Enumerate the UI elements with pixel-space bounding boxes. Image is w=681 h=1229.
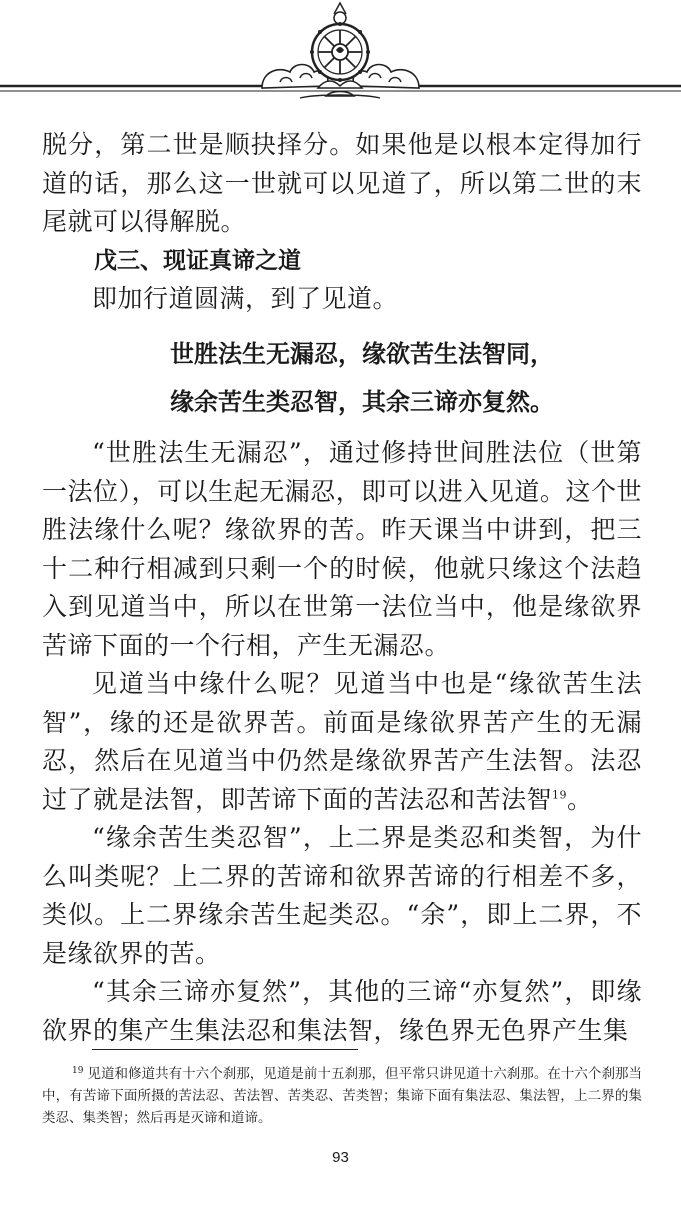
paragraph — [42, 665, 642, 819]
paragraph-text: 见道当中缘什么呢？见道当中也是“缘欲苦生法智”，缘的还是欲界苦。前面是缘欲界苦产生的无漏忍，然后在见道当中仍然是缘欲界苦产生法智。法忍过了就是法智，即苦谛下面的苦法忍和苦法智 — [42, 669, 642, 814]
section-heading: 戊三、现证真谛之道 — [94, 247, 301, 274]
footnote-text: 见道和修道共有十六个刹那，见道是前十五刹那，但平常只讲见道十六刹那。在十六个刹那当中，有苦谛下面所摄的苦法忍、苦法智、苦类忍、苦类智；集谛下面有集法忍、集法智，上二界的集类忍、集类智；然后再是灭谛和道谛。 — [42, 1066, 642, 1126]
paragraph: 即加行道圆满，到了见道。 — [92, 283, 399, 313]
paragraph: “缘余苦生类忍智”，上二界是类忍和类智，为什么叫类呢？上二界的苦谛和欲界苦谛的行相差不多，类似。上二界缘余苦生起类忍。“余”，即上二界，不是缘欲界的苦。 — [42, 823, 642, 968]
paragraph: “其余三谛亦复然”，其他的三谛“亦复然”，即缘欲界的集产生集法忍和集法智，缘色界无色界产生集 — [42, 977, 642, 1045]
verse-line: 缘余苦生类忍智，其余三谛亦复然。 — [170, 388, 554, 416]
paragraph: “世胜法生无漏忍”，通过修持世间胜法位（世第一法位），可以生起无漏忍，即可以进入见道。这个世胜法缘什么呢？缘欲界的苦。昨天课当中讲到，把三十二种行相减到只剩一个的时候，他就只缘这个法趋入到见道当中，所以在世第一法位当中，他是缘欲界苦谛下面的一个行相，产生无漏忍。 — [42, 438, 642, 660]
paragraph-text: 。 — [567, 784, 593, 814]
verse-block — [42, 330, 642, 426]
footnote-divider — [92, 1049, 358, 1050]
paragraph: 脱分，第二世是顺抉择分。如果他是以根本定得加行道的话，那么这一世就可以见道了，所以第二世的末尾就可以得解脱。 — [42, 130, 642, 236]
footnote-number: 19 — [72, 1065, 84, 1076]
page-number: 93 — [332, 1149, 349, 1166]
header-ornament — [0, 0, 681, 110]
footnote-ref: 19 — [552, 788, 568, 802]
footnote — [42, 1063, 642, 1129]
verse-line: 世胜法生无漏忍，缘欲苦生法智同， — [170, 340, 554, 368]
page-body — [42, 126, 642, 1050]
